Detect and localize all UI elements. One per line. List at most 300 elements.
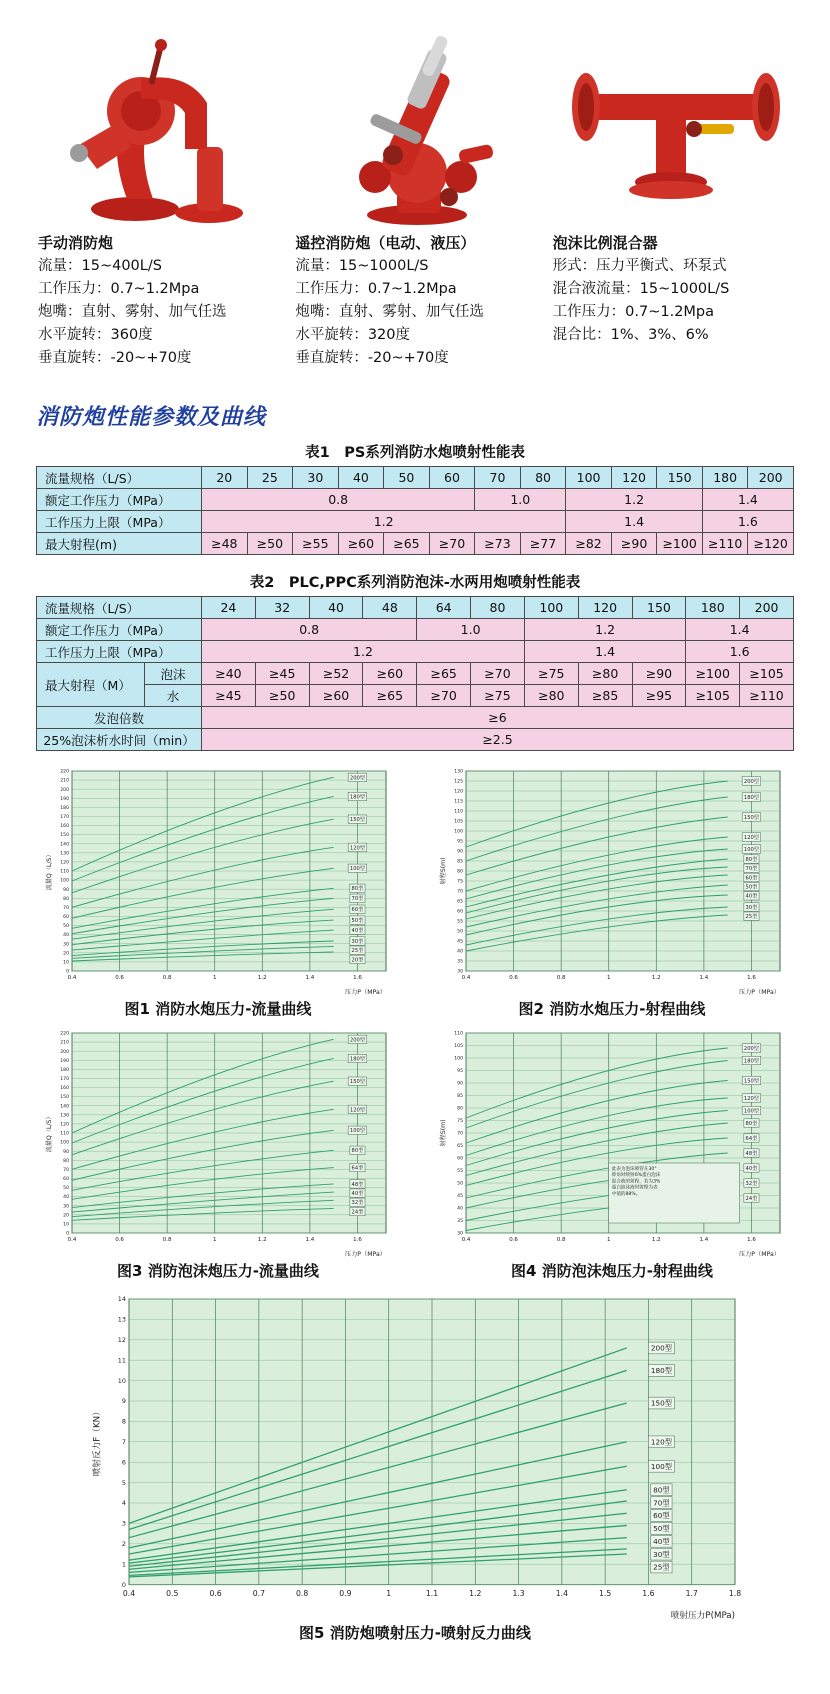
- svg-text:10: 10: [63, 1222, 69, 1228]
- svg-text:80型: 80型: [745, 1120, 758, 1127]
- svg-text:60: 60: [63, 915, 69, 921]
- svg-text:70: 70: [63, 905, 69, 911]
- table-cell: 100: [524, 597, 578, 619]
- svg-text:7: 7: [121, 1438, 126, 1447]
- svg-text:喷射压力P(MPa): 喷射压力P(MPa): [670, 1611, 735, 1621]
- fig5-caption: 图5 消防炮喷射压力-喷射反力曲线: [299, 1624, 531, 1642]
- svg-text:8: 8: [121, 1417, 126, 1426]
- svg-text:75: 75: [457, 879, 463, 885]
- table-cell: 发泡倍数: [37, 707, 202, 729]
- figure-4: [436, 1025, 788, 1285]
- svg-text:80: 80: [457, 1106, 463, 1112]
- svg-text:24型: 24型: [351, 1209, 364, 1216]
- table-cell: ≥75: [471, 685, 525, 707]
- charts-grid: [0, 763, 830, 1285]
- table-cell: ≥75: [524, 663, 578, 685]
- figure-1: [42, 763, 394, 1023]
- svg-text:0.4: 0.4: [67, 975, 77, 981]
- product-name: 泡沫比例混合器: [552, 234, 658, 252]
- svg-text:140: 140: [60, 1104, 69, 1110]
- product-specs: [38, 255, 285, 370]
- table-cell: ≥80: [578, 663, 632, 685]
- svg-text:90: 90: [457, 849, 463, 855]
- svg-text:1.2: 1.2: [651, 1237, 661, 1243]
- svg-text:此表为泡沫喷管在30°: 此表为泡沫喷管在30°: [611, 1167, 657, 1172]
- svg-text:50: 50: [63, 924, 69, 930]
- svg-text:100: 100: [454, 829, 463, 835]
- table-cell: 120: [611, 467, 657, 489]
- svg-text:200型: 200型: [349, 775, 366, 782]
- svg-text:1.2: 1.2: [257, 1237, 267, 1243]
- table-cell: 200: [740, 597, 794, 619]
- svg-text:4: 4: [121, 1499, 126, 1508]
- svg-text:70: 70: [457, 889, 463, 895]
- svg-text:180: 180: [60, 1067, 69, 1073]
- table-cell: 60: [429, 467, 475, 489]
- svg-text:1.6: 1.6: [747, 1237, 756, 1243]
- svg-text:85: 85: [457, 859, 463, 865]
- table-cell: 80: [471, 597, 525, 619]
- table-cell: ≥80: [524, 685, 578, 707]
- svg-text:1.1: 1.1: [425, 1588, 439, 1598]
- svg-text:流量Q（L/S）: 流量Q（L/S）: [46, 851, 53, 891]
- table-cell: 1.0: [475, 489, 566, 511]
- svg-text:150型: 150型: [743, 814, 760, 821]
- svg-text:170: 170: [60, 1077, 69, 1083]
- svg-text:180: 180: [60, 805, 69, 811]
- svg-text:65: 65: [457, 899, 463, 905]
- svg-text:55: 55: [457, 919, 463, 925]
- svg-text:0.4: 0.4: [67, 1237, 77, 1243]
- svg-text:1.4: 1.4: [699, 1237, 709, 1243]
- product-specs: [553, 255, 800, 347]
- spec-line: 炮嘴：直射、雾射、加气任选: [295, 304, 484, 320]
- table-cell: ≥55: [293, 533, 339, 555]
- svg-text:30型: 30型: [653, 1549, 670, 1559]
- svg-text:200型: 200型: [349, 1037, 366, 1044]
- table-cell: 80: [520, 467, 566, 489]
- svg-text:6: 6: [121, 1458, 126, 1467]
- svg-text:60: 60: [457, 1156, 463, 1162]
- svg-text:45: 45: [457, 939, 463, 945]
- fig2-pressure-range-chart: [436, 763, 788, 997]
- svg-text:1.4: 1.4: [555, 1588, 568, 1598]
- svg-text:40型: 40型: [653, 1536, 670, 1546]
- table-cell: ≥70: [471, 663, 525, 685]
- svg-text:130: 130: [454, 769, 463, 775]
- svg-text:60型: 60型: [351, 907, 364, 914]
- svg-text:80型: 80型: [351, 886, 364, 893]
- table-cell: 70: [475, 467, 521, 489]
- svg-text:1.6: 1.6: [747, 975, 756, 981]
- svg-text:80: 80: [457, 869, 463, 875]
- svg-text:0.8: 0.8: [556, 975, 566, 981]
- svg-text:70型: 70型: [653, 1498, 670, 1508]
- table-cell: ≥73: [475, 533, 521, 555]
- svg-text:1.4: 1.4: [699, 975, 709, 981]
- svg-text:120型: 120型: [349, 845, 366, 852]
- figure-3: [42, 1025, 394, 1285]
- svg-text:110: 110: [454, 809, 463, 815]
- svg-text:0: 0: [66, 1231, 69, 1237]
- table-cell: ≥70: [429, 533, 475, 555]
- table-cell: 25: [247, 467, 293, 489]
- svg-text:100型: 100型: [743, 1108, 760, 1115]
- svg-text:0.6: 0.6: [115, 1237, 124, 1243]
- svg-text:150: 150: [60, 833, 69, 839]
- svg-text:210: 210: [60, 778, 69, 784]
- svg-text:64型: 64型: [351, 1165, 364, 1172]
- products-row: [0, 0, 830, 370]
- svg-text:60型: 60型: [653, 1511, 670, 1521]
- svg-text:11: 11: [117, 1356, 126, 1365]
- table-cell: 40: [309, 597, 363, 619]
- product-card-foam-proportioner: [553, 22, 800, 370]
- svg-text:1: 1: [386, 1588, 392, 1598]
- svg-text:0.4: 0.4: [461, 975, 471, 981]
- svg-text:100型: 100型: [743, 846, 760, 853]
- svg-text:105: 105: [454, 819, 463, 825]
- table-cell: ≥110: [740, 685, 794, 707]
- svg-text:200: 200: [60, 1049, 69, 1055]
- svg-text:混合液的射程，若为3%: 混合液的射程，若为3%: [611, 1179, 661, 1185]
- svg-text:压力P（MPa）: 压力P（MPa）: [344, 989, 386, 996]
- svg-text:220: 220: [60, 769, 69, 775]
- table-cell: 150: [657, 467, 703, 489]
- svg-text:180型: 180型: [743, 794, 760, 801]
- table-cell: 0.8: [202, 489, 475, 511]
- svg-text:48型: 48型: [351, 1181, 364, 1188]
- table-cell: 32: [255, 597, 309, 619]
- svg-text:14: 14: [117, 1295, 126, 1304]
- svg-text:140: 140: [60, 842, 69, 848]
- table-cell: ≥100: [657, 533, 703, 555]
- table-cell: 100: [566, 467, 612, 489]
- table-cell: ≥45: [255, 663, 309, 685]
- table-cell: ≥60: [338, 533, 384, 555]
- table-cell: 180: [686, 597, 740, 619]
- svg-text:170: 170: [60, 815, 69, 821]
- table-cell: 1.4: [702, 489, 793, 511]
- table-cell: 最大射程(m): [37, 533, 202, 555]
- svg-text:150: 150: [60, 1095, 69, 1101]
- svg-text:95: 95: [457, 1069, 463, 1075]
- svg-text:1.2: 1.2: [257, 975, 267, 981]
- table-cell: ≥77: [520, 533, 566, 555]
- svg-text:45: 45: [457, 1194, 463, 1200]
- svg-text:1: 1: [212, 1237, 217, 1243]
- svg-text:200型: 200型: [743, 1045, 760, 1052]
- svg-text:120型: 120型: [650, 1437, 672, 1447]
- svg-text:0.8: 0.8: [162, 1237, 172, 1243]
- svg-text:35: 35: [457, 959, 463, 965]
- svg-text:20型: 20型: [351, 957, 364, 964]
- svg-text:40型: 40型: [351, 927, 364, 934]
- svg-text:160: 160: [60, 1086, 69, 1092]
- table-cell: ≥50: [255, 685, 309, 707]
- svg-text:压力P（MPa）: 压力P（MPa）: [344, 1251, 386, 1258]
- table-cell: ≥60: [309, 685, 363, 707]
- svg-text:30: 30: [457, 1231, 463, 1237]
- table-cell: 50: [384, 467, 430, 489]
- table-cell: 48: [363, 597, 417, 619]
- table-cell: ≥105: [740, 663, 794, 685]
- spec-line: 混合液流量：15~1000L/S: [552, 281, 730, 297]
- table-cell: 工作压力上限（MPa）: [37, 511, 202, 533]
- table-cell: ≥52: [309, 663, 363, 685]
- svg-text:80型: 80型: [745, 856, 758, 863]
- product-name: 遥控消防炮（电动、液压）: [295, 234, 476, 252]
- svg-text:130: 130: [60, 1113, 69, 1119]
- table-cell: ≥65: [363, 685, 417, 707]
- figure-5: [0, 1291, 830, 1647]
- table-cell: ≥48: [202, 533, 248, 555]
- table-cell: 0.8: [202, 619, 417, 641]
- fig3-foam-pressure-flow-chart: [42, 1025, 394, 1259]
- svg-text:70型: 70型: [745, 866, 758, 873]
- svg-text:200: 200: [60, 787, 69, 793]
- svg-text:30型: 30型: [351, 938, 364, 945]
- table-cell: ≥2.5: [202, 729, 794, 751]
- svg-text:32型: 32型: [351, 1200, 364, 1207]
- svg-text:1: 1: [606, 975, 611, 981]
- table-cell: ≥85: [578, 685, 632, 707]
- product-photo-foam-proportioner: [553, 22, 800, 232]
- svg-text:70型: 70型: [351, 896, 364, 903]
- svg-text:0.6: 0.6: [115, 975, 124, 981]
- svg-text:25型: 25型: [653, 1562, 670, 1572]
- table-cell: 工作压力上限（MPa）: [37, 641, 202, 663]
- svg-text:3: 3: [121, 1519, 126, 1528]
- section-title: 消防炮性能参数及曲线: [36, 405, 267, 430]
- spec-line: 垂直旋转：-20~+70度: [38, 350, 192, 366]
- table-cell: ≥6: [202, 707, 794, 729]
- svg-text:1.7: 1.7: [685, 1588, 698, 1598]
- svg-text:110: 110: [60, 1131, 69, 1137]
- table-cell: ≥60: [363, 663, 417, 685]
- svg-text:75: 75: [457, 1119, 463, 1125]
- svg-text:40型: 40型: [351, 1191, 364, 1198]
- table-cell: ≥90: [611, 533, 657, 555]
- spec-line: 流量：15~400L/S: [38, 258, 162, 274]
- svg-text:115: 115: [454, 799, 463, 805]
- svg-text:0.9: 0.9: [339, 1588, 352, 1598]
- svg-text:25型: 25型: [745, 914, 758, 921]
- svg-text:95: 95: [457, 839, 463, 845]
- svg-text:100: 100: [60, 878, 69, 884]
- table-cell: 流量规格（L/S）: [37, 597, 202, 619]
- manual-monitor-image: [57, 27, 267, 227]
- svg-text:180型: 180型: [743, 1058, 760, 1065]
- svg-text:1: 1: [121, 1560, 126, 1569]
- svg-text:180型: 180型: [349, 794, 366, 801]
- svg-text:0.8: 0.8: [162, 975, 172, 981]
- svg-text:180型: 180型: [349, 1056, 366, 1063]
- table-cell: ≥65: [384, 533, 430, 555]
- svg-text:0: 0: [121, 1580, 126, 1589]
- svg-text:125: 125: [454, 779, 463, 785]
- svg-text:13: 13: [117, 1315, 126, 1324]
- svg-text:110: 110: [454, 1031, 463, 1037]
- table-cell: 1.0: [417, 619, 525, 641]
- table-cell: 1.2: [566, 489, 703, 511]
- table-cell: 1.2: [202, 641, 525, 663]
- svg-text:中值的88%。: 中值的88%。: [611, 1191, 641, 1197]
- svg-text:流量Q（L/S）: 流量Q（L/S）: [46, 1113, 53, 1153]
- svg-text:60: 60: [63, 1177, 69, 1183]
- svg-text:120: 120: [60, 860, 69, 866]
- svg-text:90: 90: [63, 887, 69, 893]
- table-cell: 40: [338, 467, 384, 489]
- svg-text:0.4: 0.4: [122, 1588, 136, 1598]
- table-cell: ≥95: [632, 685, 686, 707]
- svg-text:1.3: 1.3: [512, 1588, 525, 1598]
- table-cell: 1.6: [686, 641, 794, 663]
- table-cell: 64: [417, 597, 471, 619]
- svg-text:50: 50: [457, 929, 463, 935]
- svg-text:24型: 24型: [745, 1195, 758, 1202]
- fig4-foam-pressure-range-chart: [436, 1025, 788, 1259]
- svg-text:30型: 30型: [745, 904, 758, 911]
- svg-text:10: 10: [63, 960, 69, 966]
- svg-text:蛋白泡沫液时射程为表: 蛋白泡沫液时射程为表: [611, 1185, 658, 1191]
- svg-text:0: 0: [66, 969, 69, 975]
- svg-text:85: 85: [457, 1094, 463, 1100]
- table-cell: 1.2: [202, 511, 566, 533]
- svg-text:40: 40: [63, 1195, 69, 1201]
- fig4-caption: 图4 消防泡沫炮压力-射程曲线: [511, 1262, 713, 1280]
- svg-text:48型: 48型: [745, 1150, 758, 1157]
- svg-text:90: 90: [457, 1081, 463, 1087]
- svg-text:40型: 40型: [745, 1165, 758, 1172]
- svg-text:1.6: 1.6: [353, 975, 362, 981]
- product-specs: [295, 255, 542, 370]
- svg-text:压力P（MPa）: 压力P（MPa）: [738, 989, 780, 996]
- svg-text:1: 1: [606, 1237, 611, 1243]
- table-cell: ≥105: [686, 685, 740, 707]
- svg-text:1.2: 1.2: [469, 1588, 482, 1598]
- figure-2: [436, 763, 788, 1023]
- svg-text:0.6: 0.6: [509, 975, 518, 981]
- table-cell: ≥110: [702, 533, 748, 555]
- svg-text:100型: 100型: [650, 1461, 672, 1471]
- svg-text:50型: 50型: [745, 884, 758, 891]
- table-cell: 1.4: [524, 641, 685, 663]
- svg-text:40: 40: [63, 933, 69, 939]
- product-photo-manual-monitor: [38, 22, 285, 232]
- svg-text:120型: 120型: [743, 834, 760, 841]
- svg-text:100: 100: [60, 1140, 69, 1146]
- svg-text:1.4: 1.4: [305, 975, 315, 981]
- fig2-caption: 图2 消防水炮压力-射程曲线: [518, 1000, 706, 1018]
- spec-line: 流量：15~1000L/S: [295, 258, 429, 274]
- svg-text:仰角时喷射6%蛋白泡沫: 仰角时喷射6%蛋白泡沫: [611, 1173, 661, 1179]
- svg-text:220: 220: [60, 1031, 69, 1037]
- svg-text:40型: 40型: [745, 893, 758, 900]
- table-cell: 泡沫: [145, 663, 202, 685]
- svg-text:150型: 150型: [650, 1398, 672, 1408]
- svg-text:110: 110: [60, 869, 69, 875]
- table-cell: 25%泡沫析水时间（min）: [37, 729, 202, 751]
- svg-text:100型: 100型: [349, 866, 366, 873]
- svg-text:200型: 200型: [650, 1343, 672, 1353]
- svg-text:压力P（MPa）: 压力P（MPa）: [738, 1251, 780, 1258]
- svg-text:喷射反力F（KN）: 喷射反力F（KN）: [92, 1407, 103, 1477]
- table-cell: 120: [578, 597, 632, 619]
- table-cell: 24: [202, 597, 256, 619]
- svg-text:10: 10: [117, 1376, 126, 1385]
- table-cell: 1.4: [686, 619, 794, 641]
- svg-text:190: 190: [60, 1058, 69, 1064]
- svg-text:100型: 100型: [349, 1128, 366, 1135]
- svg-text:55: 55: [457, 1169, 463, 1175]
- svg-text:150型: 150型: [743, 1078, 760, 1085]
- spec-line: 工作压力：0.7~1.2Mpa: [38, 281, 200, 297]
- svg-text:190: 190: [60, 796, 69, 802]
- table-cell: 水: [145, 685, 202, 707]
- svg-text:0.8: 0.8: [296, 1588, 309, 1598]
- table-cell: 20: [202, 467, 248, 489]
- table-cell: 最大射程（M）: [37, 663, 145, 707]
- svg-text:1.4: 1.4: [305, 1237, 315, 1243]
- svg-text:150型: 150型: [349, 817, 366, 824]
- table-cell: ≥120: [748, 533, 794, 555]
- table-cell: ≥82: [566, 533, 612, 555]
- svg-text:0.4: 0.4: [461, 1237, 471, 1243]
- svg-text:20: 20: [63, 951, 69, 957]
- table-cell: 流量规格（L/S）: [37, 467, 202, 489]
- spec-line: 垂直旋转：-20~+70度: [295, 350, 449, 366]
- table-cell: 额定工作压力（MPa）: [37, 489, 202, 511]
- fig5-pressure-reaction-chart: [87, 1291, 743, 1621]
- svg-text:70: 70: [63, 1167, 69, 1173]
- table1-ps-series-performance: [36, 466, 794, 555]
- table-cell: 额定工作压力（MPa）: [37, 619, 202, 641]
- spec-line: 工作压力：0.7~1.2Mpa: [552, 304, 715, 320]
- svg-text:1.6: 1.6: [642, 1588, 655, 1598]
- product-card-remote-monitor: [295, 22, 542, 370]
- table-cell: 180: [702, 467, 748, 489]
- svg-text:64型: 64型: [745, 1135, 758, 1142]
- svg-text:30: 30: [63, 942, 69, 948]
- spec-line: 工作压力：0.7~1.2Mpa: [295, 281, 457, 297]
- svg-text:150型: 150型: [349, 1079, 366, 1086]
- svg-text:80: 80: [63, 896, 69, 902]
- svg-text:12: 12: [117, 1336, 126, 1345]
- foam-proportioner-image: [556, 32, 796, 222]
- svg-text:90: 90: [63, 1149, 69, 1155]
- table-cell: ≥100: [686, 663, 740, 685]
- spec-line: 水平旋转：360度: [38, 327, 153, 343]
- table-cell: ≥90: [632, 663, 686, 685]
- product-photo-remote-monitor: [295, 22, 542, 232]
- table1-title: 表1 PS系列消防水炮喷射性能表: [305, 445, 525, 461]
- svg-text:0.8: 0.8: [556, 1237, 566, 1243]
- svg-text:160: 160: [60, 824, 69, 830]
- svg-text:60型: 60型: [745, 875, 758, 882]
- svg-text:50: 50: [63, 1186, 69, 1192]
- svg-text:射程S(m): 射程S(m): [440, 1119, 447, 1147]
- table-cell: ≥65: [417, 663, 471, 685]
- svg-text:1.2: 1.2: [651, 975, 661, 981]
- table-cell: ≥40: [202, 663, 256, 685]
- svg-text:40: 40: [457, 1206, 463, 1212]
- svg-text:1: 1: [212, 975, 217, 981]
- table-cell: 30: [293, 467, 339, 489]
- svg-text:50型: 50型: [351, 917, 364, 924]
- svg-text:1.6: 1.6: [353, 1237, 362, 1243]
- svg-text:105: 105: [454, 1044, 463, 1050]
